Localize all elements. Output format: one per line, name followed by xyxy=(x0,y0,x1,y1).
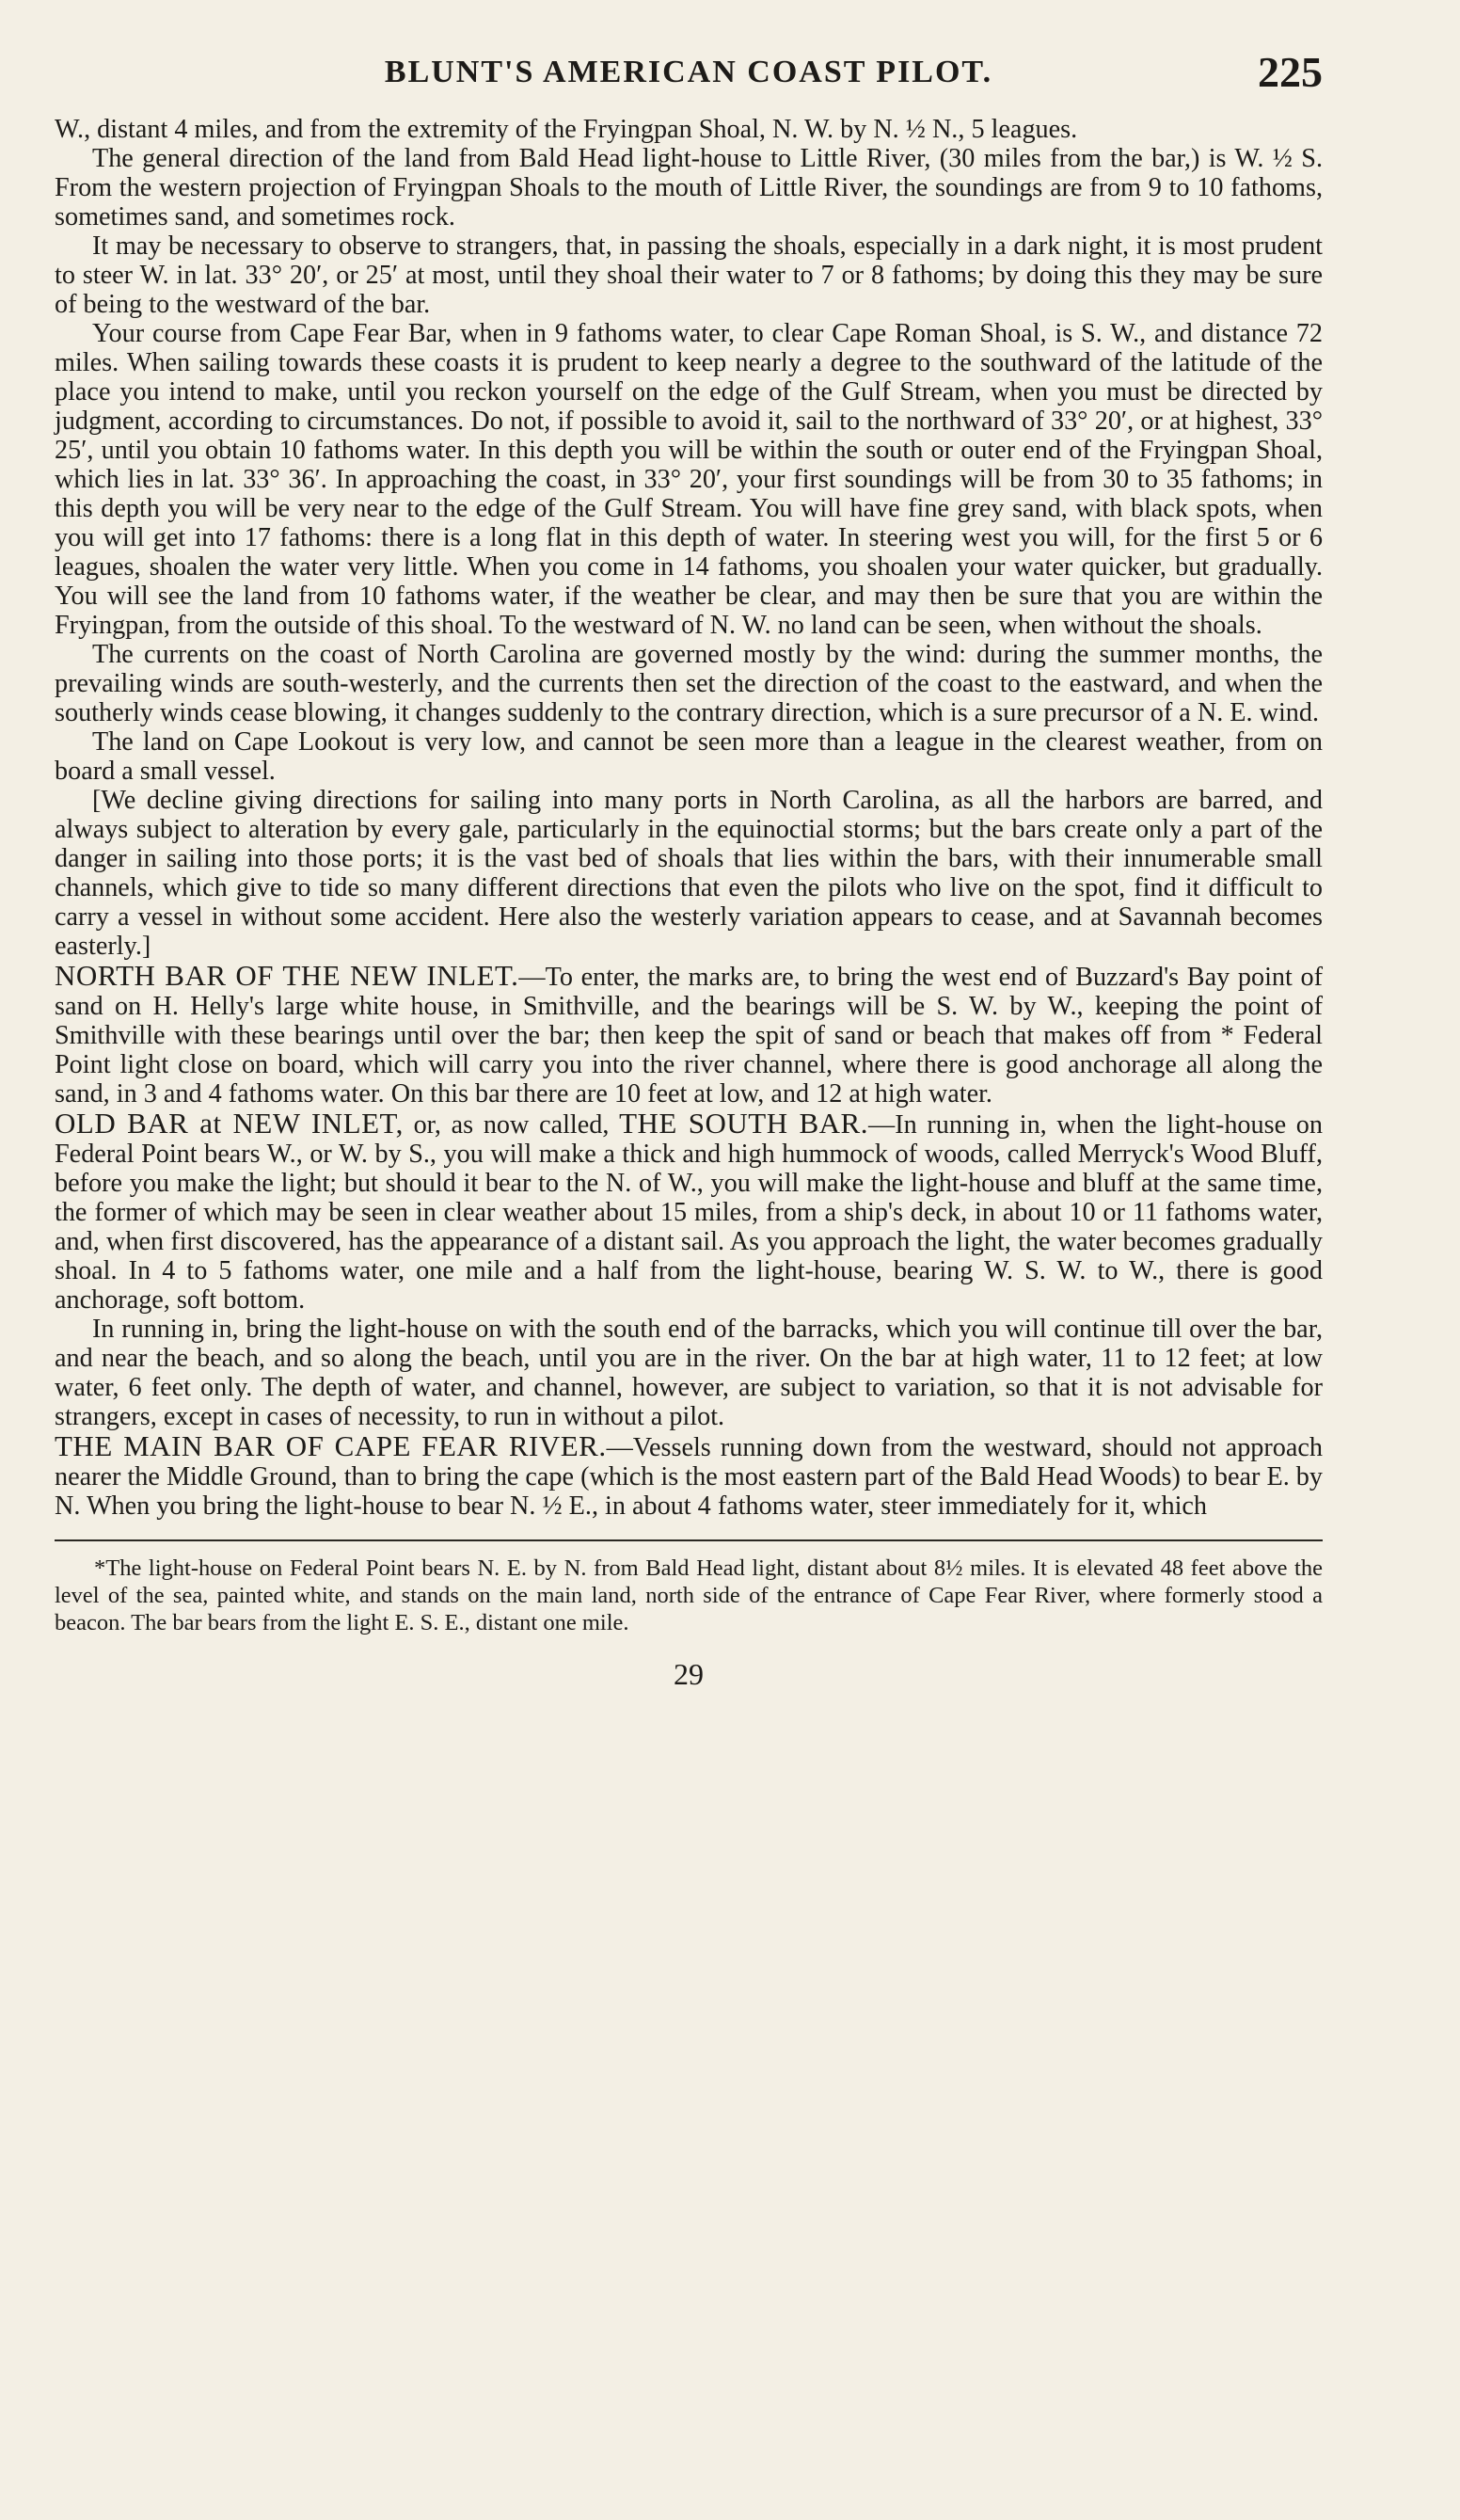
signature-mark: 29 xyxy=(674,1657,704,1691)
section-main-bar xyxy=(55,1431,1323,1521)
section-title-b: THE SOUTH BAR. xyxy=(619,1107,868,1140)
footnote: *The light-house on Federal Point bears N. E. by N. from Bald Head light, distant about 8½ miles. It is elevated 48 feet above the level of the sea, painted white, and stands on the main land, north side of the entrance of Cape Fear River, where formerly stood a beacon. The bar bears from the light E. S. E., distant one mile. xyxy=(55,1555,1323,1635)
page-number: 225 xyxy=(1258,48,1323,96)
section-text: —Vessels running down from the westward, should not approach nearer the Middle Ground, than to bring the cape (which is the most eastern part of the Bald Head Woods) to bear E. by N. When you bring the light-house to bear N. ½ E., in about 4 fathoms water, steer immediately for it, which xyxy=(55,1433,1323,1521)
page-header xyxy=(55,48,1323,115)
paragraph: [We decline giving directions for sailing into many ports in North Carolina, as all the harbors are barred, and always subject to alteration by every gale, particularly in the equinoctial storms; but the bars create only a part of the danger in sailing into those ports; it is the vast bed of shoals that lies within the bars, with their innumerable small channels, which give to tide so many different directions that even the pilots who live on the spot, find it difficult to carry a vessel in without some accident. Here also the westerly variation appears to cease, and at Savannah becomes easterly.] xyxy=(55,786,1323,961)
section-old-bar xyxy=(55,1108,1323,1315)
section-title: NORTH BAR OF THE NEW INLET. xyxy=(55,959,519,992)
paragraph: It may be necessary to observe to strangers, that, in passing the shoals, especially in a dark night, it is most prudent to steer W. in lat. 33° 20′, or 25′ at most, until they shoal their water to 7 or 8 fathoms; by doing this they may be sure of being to the westward of the bar. xyxy=(55,231,1323,319)
section-north-bar xyxy=(55,961,1323,1108)
paragraph: In running in, bring the light-house on with the south end of the barracks, which you will continue till over the bar, and near the beach, and so along the beach, until you are in the river. On the bar at high water, 11 to 12 feet; at low water, 6 feet only. The depth of water, and channel, however, are subject to variation, so that it is not advisable for strangers, except in cases of necessity, to run in without a pilot. xyxy=(55,1315,1323,1431)
section-title-mid: or, as now called, xyxy=(403,1110,620,1140)
paragraph: The general direction of the land from Bald Head light-house to Little River, (30 miles from the bar,) is W. ½ S. From the western projection of Fryingpan Shoals to the mouth of Little River, the soundings are from 9 to 10 fathoms, sometimes sand, and sometimes rock. xyxy=(55,144,1323,231)
footnote-rule xyxy=(55,1539,1323,1541)
running-head: BLUNT'S AMERICAN COAST PILOT. xyxy=(384,55,993,89)
paragraph: The land on Cape Lookout is very low, and cannot be seen more than a league in the clearest weather, from on board a small vessel. xyxy=(55,727,1323,786)
section-text: —In running in, when the light-house on Federal Point bears W., or W. by S., you will make a thick and high hummock of woods, called Merryck's Wood Bluff, before you make the light; but should it bear to the N. of W., you will make the light-house and bluff at the same time, the former of which may be seen in clear weather about 15 miles, from a ship's deck, in about 10 or 11 fathoms water, and, when first discovered, has the appearance of a distant sail. As you approach the light, the water becomes gradually shoal. In 4 to 5 fathoms water, one mile and a half from the light-house, bearing W. S. W. to W., there is good anchorage, soft bottom. xyxy=(55,1110,1323,1315)
section-title: THE MAIN BAR OF CAPE FEAR RIVER. xyxy=(55,1429,607,1462)
section-title: OLD BAR at NEW INLET, xyxy=(55,1107,404,1140)
body-text xyxy=(55,115,1323,1521)
paragraph: W., distant 4 miles, and from the extremity of the Fryingpan Shoal, N. W. by N. ½ N., 5 leagues. xyxy=(55,115,1078,144)
section-text: —To enter, the marks are, to bring the west end of Buzzard's Bay point of sand on H. Helly's large white house, in Smithville, and the bearings will be S. W. by W., keeping the point of Smithville with these bearings until over the bar; then keep the spit of sand or beach that makes off from * Federal Point light close on board, which will carry you into the river channel, where there is good anchorage all along the sand, in 3 and 4 fathoms water. On this bar there are 10 feet at low, and 12 at high water. xyxy=(55,963,1323,1108)
paragraph: Your course from Cape Fear Bar, when in 9 fathoms water, to clear Cape Roman Shoal, is S. W., and distance 72 miles. When sailing towards these coasts it is prudent to keep nearly a degree to the southward of the latitude of the place you intend to make, until you reckon yourself on the edge of the Gulf Stream, when you must be directed by judgment, according to circumstances. Do not, if possible to avoid it, sail to the northward of 33° 20′, or at highest, 33° 25′, until you obtain 10 fathoms water. In this depth you will be within the south or outer end of the Fryingpan Shoal, which lies in lat. 33° 36′. In approaching the coast, in 33° 20′, your first soundings will be from 30 to 35 fathoms; in this depth you will be very near to the edge of the Gulf Stream. You will have fine grey sand, with black spots, when you will get into 17 fathoms: there is a long flat in this depth of water. In steering west you will, for the first 5 or 6 leagues, shoalen the water very little. When you come in 14 fathoms, you shoalen your water quicker, but gradually. You will see the land from 10 fathoms water, if the weather be clear, and may then be sure that you are within the Fryingpan, from the outside of this shoal. To the westward of N. W. no land can be seen, when without the shoals. xyxy=(55,319,1323,640)
paragraph: The currents on the coast of North Carolina are governed mostly by the wind: during the summer months, the prevailing winds are south-westerly, and the currents then set the direction of the coast to the eastward, and when the southerly winds cease blowing, it changes suddenly to the contrary direction, which is a sure precursor of a N. E. wind. xyxy=(55,640,1323,727)
